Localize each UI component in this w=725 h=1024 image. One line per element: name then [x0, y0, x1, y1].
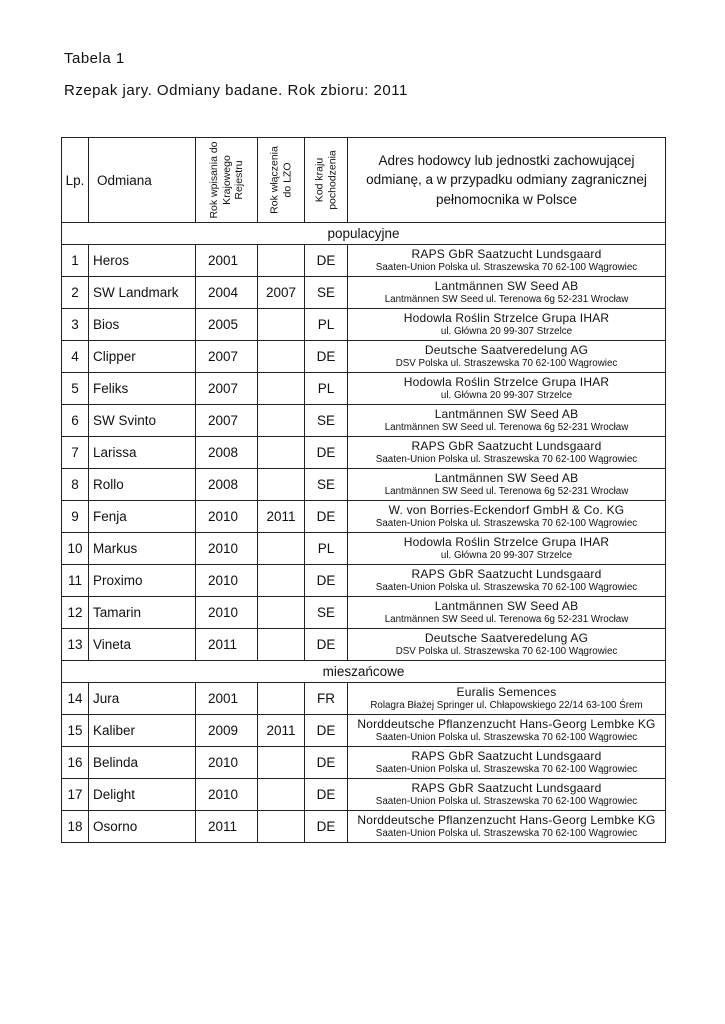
row-kod-kraju: DE: [305, 245, 348, 277]
header-rok-wlaczenia: Rok włączenia do LZO: [268, 146, 293, 214]
header-rok-wpisania-cell: [196, 138, 258, 223]
table-row: [62, 597, 666, 629]
table-row: [62, 747, 666, 779]
row-rok-wlaczenia: [258, 747, 305, 779]
row-rok-wpisania: 2007: [196, 405, 258, 437]
row-kod-kraju: DE: [305, 747, 348, 779]
row-rok-wlaczenia: [258, 629, 305, 661]
row-lp: 6: [62, 405, 89, 437]
breeder-address: ul. Główna 20 99-307 Strzelce: [440, 549, 573, 561]
row-lp: 10: [62, 533, 89, 565]
row-rok-wpisania: 2001: [196, 245, 258, 277]
table-row: [62, 683, 666, 715]
row-lp: 7: [62, 437, 89, 469]
table-row: [62, 533, 666, 565]
table-row: [62, 629, 666, 661]
row-rok-wpisania: 2010: [196, 747, 258, 779]
group-label: mieszańcowe: [62, 661, 666, 683]
table-row: [62, 245, 666, 277]
row-rok-wpisania: 2001: [196, 683, 258, 715]
row-variety-name: Larissa: [89, 437, 196, 469]
row-lp: 14: [62, 683, 89, 715]
row-rok-wlaczenia: [258, 405, 305, 437]
row-variety-name: Fenja: [89, 501, 196, 533]
row-rok-wlaczenia: [258, 373, 305, 405]
row-rok-wlaczenia: [258, 245, 305, 277]
breeder-name: Hodowla Roślin Strzelce Grupa IHAR: [403, 374, 610, 389]
row-lp: 18: [62, 811, 89, 843]
row-kod-kraju: DE: [305, 811, 348, 843]
table-row: [62, 565, 666, 597]
row-adres: [348, 533, 666, 565]
breeder-name: Lantmännen SW Seed AB: [434, 406, 579, 421]
row-rok-wlaczenia: [258, 779, 305, 811]
row-lp: 16: [62, 747, 89, 779]
row-adres: [348, 683, 666, 715]
table-row: [62, 277, 666, 309]
row-kod-kraju: DE: [305, 341, 348, 373]
row-adres: [348, 373, 666, 405]
row-variety-name: Jura: [89, 683, 196, 715]
row-lp: 15: [62, 715, 89, 747]
row-adres: [348, 779, 666, 811]
header-adres: Adres hodowcy lub jednostki zachowującej odmianę, a w przypadku odmiany zagranicznej pełnomocnika w Polsce: [348, 138, 666, 223]
row-lp: 17: [62, 779, 89, 811]
table-row: [62, 309, 666, 341]
row-variety-name: Osorno: [89, 811, 196, 843]
group-label: populacyjne: [62, 223, 666, 245]
breeder-address: Lantmännen SW Seed ul. Terenowa 6g 52-231 Wrocław: [384, 293, 629, 305]
row-adres: [348, 565, 666, 597]
table-row: [62, 811, 666, 843]
breeder-address: Saaten-Union Polska ul. Straszewska 70 62-100 Wągrowiec: [375, 763, 638, 775]
row-variety-name: Rollo: [89, 469, 196, 501]
breeder-name: RAPS GbR Saatzucht Lundsgaard: [411, 438, 602, 453]
breeder-name: Norddeutsche Pflanzenzucht Hans-Georg Lembke KG: [357, 716, 656, 731]
row-kod-kraju: PL: [305, 309, 348, 341]
row-rok-wlaczenia: [258, 309, 305, 341]
breeder-name: Deutsche Saatveredelung AG: [424, 342, 589, 357]
header-rok-wpisania: Rok wpisania do Krajowego Rejestru: [207, 141, 245, 219]
row-adres: [348, 245, 666, 277]
row-rok-wlaczenia: [258, 565, 305, 597]
row-lp: 3: [62, 309, 89, 341]
header-rok-wlaczenia-cell: [258, 138, 305, 223]
row-rok-wpisania: 2011: [196, 811, 258, 843]
row-rok-wpisania: 2007: [196, 341, 258, 373]
row-kod-kraju: DE: [305, 715, 348, 747]
table-row: [62, 469, 666, 501]
row-lp: 12: [62, 597, 89, 629]
row-variety-name: Bios: [89, 309, 196, 341]
breeder-address: Saaten-Union Polska ul. Straszewska 70 62-100 Wągrowiec: [375, 453, 638, 465]
breeder-name: RAPS GbR Saatzucht Lundsgaard: [411, 780, 602, 795]
row-rok-wpisania: 2010: [196, 565, 258, 597]
table-row: [62, 341, 666, 373]
row-adres: [348, 277, 666, 309]
table-title: Rzepak jary. Odmiany badane. Rok zbioru: 2011: [64, 82, 408, 99]
row-rok-wpisania: 2008: [196, 469, 258, 501]
breeder-address: ul. Główna 20 99-307 Strzelce: [440, 325, 573, 337]
row-rok-wlaczenia: [258, 469, 305, 501]
row-adres: [348, 715, 666, 747]
row-lp: 13: [62, 629, 89, 661]
row-lp: 4: [62, 341, 89, 373]
row-adres: [348, 811, 666, 843]
row-rok-wpisania: 2007: [196, 373, 258, 405]
row-kod-kraju: SE: [305, 469, 348, 501]
breeder-address: Lantmännen SW Seed ul. Terenowa 6g 52-231 Wrocław: [384, 485, 629, 497]
row-rok-wpisania: 2010: [196, 533, 258, 565]
row-adres: [348, 597, 666, 629]
row-kod-kraju: SE: [305, 597, 348, 629]
row-lp: 5: [62, 373, 89, 405]
breeder-name: RAPS GbR Saatzucht Lundsgaard: [411, 748, 602, 763]
row-lp: 9: [62, 501, 89, 533]
row-variety-name: Clipper: [89, 341, 196, 373]
table-row: [62, 501, 666, 533]
breeder-name: W. von Borries-Eckendorf GmbH & Co. KG: [388, 502, 625, 517]
breeder-name: RAPS GbR Saatzucht Lundsgaard: [411, 246, 602, 261]
breeder-name: Lantmännen SW Seed AB: [434, 598, 579, 613]
breeder-address: Lantmännen SW Seed ul. Terenowa 6g 52-231 Wrocław: [384, 421, 629, 433]
breeder-address: Lantmännen SW Seed ul. Terenowa 6g 52-231 Wrocław: [384, 613, 629, 625]
header-kod-kraju-cell: [305, 138, 348, 223]
row-rok-wlaczenia: 2011: [258, 715, 305, 747]
row-lp: 2: [62, 277, 89, 309]
row-rok-wpisania: 2010: [196, 597, 258, 629]
row-kod-kraju: SE: [305, 405, 348, 437]
row-variety-name: Proximo: [89, 565, 196, 597]
breeder-address: Saaten-Union Polska ul. Straszewska 70 62-100 Wągrowiec: [375, 517, 638, 529]
row-variety-name: Kaliber: [89, 715, 196, 747]
row-rok-wlaczenia: [258, 683, 305, 715]
row-rok-wpisania: 2011: [196, 629, 258, 661]
table-row: [62, 405, 666, 437]
row-kod-kraju: DE: [305, 437, 348, 469]
row-rok-wlaczenia: [258, 533, 305, 565]
row-rok-wpisania: 2004: [196, 277, 258, 309]
row-adres: [348, 469, 666, 501]
row-variety-name: Vineta: [89, 629, 196, 661]
header-kod-kraju: Kod kraju pochodzenia: [313, 150, 338, 210]
row-variety-name: SW Svinto: [89, 405, 196, 437]
group-row: [62, 223, 666, 245]
row-lp: 1: [62, 245, 89, 277]
breeder-name: Lantmännen SW Seed AB: [434, 470, 579, 485]
breeder-name: Hodowla Roślin Strzelce Grupa IHAR: [403, 310, 610, 325]
row-kod-kraju: DE: [305, 629, 348, 661]
row-variety-name: Feliks: [89, 373, 196, 405]
header-odmiana: Odmiana: [89, 138, 196, 223]
group-row: [62, 661, 666, 683]
row-rok-wlaczenia: [258, 341, 305, 373]
row-adres: [348, 747, 666, 779]
breeder-name: Deutsche Saatveredelung AG: [424, 630, 589, 645]
row-adres: [348, 629, 666, 661]
row-adres: [348, 405, 666, 437]
header-lp: Lp.: [62, 138, 89, 223]
breeder-name: Lantmännen SW Seed AB: [434, 278, 579, 293]
row-adres: [348, 437, 666, 469]
breeder-name: Norddeutsche Pflanzenzucht Hans-Georg Lembke KG: [357, 812, 656, 827]
table-row: [62, 373, 666, 405]
table-row: [62, 715, 666, 747]
header-row: [62, 138, 666, 223]
row-rok-wpisania: 2009: [196, 715, 258, 747]
row-adres: [348, 341, 666, 373]
row-kod-kraju: FR: [305, 683, 348, 715]
row-lp: 11: [62, 565, 89, 597]
row-rok-wlaczenia: [258, 597, 305, 629]
row-rok-wpisania: 2010: [196, 501, 258, 533]
row-variety-name: Delight: [89, 779, 196, 811]
breeder-name: Hodowla Roślin Strzelce Grupa IHAR: [403, 534, 610, 549]
row-kod-kraju: PL: [305, 373, 348, 405]
row-rok-wlaczenia: [258, 811, 305, 843]
row-rok-wlaczenia: 2011: [258, 501, 305, 533]
row-adres: [348, 501, 666, 533]
row-variety-name: Markus: [89, 533, 196, 565]
row-kod-kraju: DE: [305, 501, 348, 533]
breeder-address: DSV Polska ul. Straszewska 70 62-100 Wągrowiec: [395, 357, 618, 369]
table-row: [62, 437, 666, 469]
breeder-address: Saaten-Union Polska ul. Straszewska 70 62-100 Wągrowiec: [375, 731, 638, 743]
row-kod-kraju: DE: [305, 779, 348, 811]
table-number: Tabela 1: [64, 50, 125, 67]
breeder-address: Saaten-Union Polska ul. Straszewska 70 62-100 Wągrowiec: [375, 827, 638, 839]
row-rok-wpisania: 2008: [196, 437, 258, 469]
row-variety-name: Belinda: [89, 747, 196, 779]
row-kod-kraju: PL: [305, 533, 348, 565]
row-lp: 8: [62, 469, 89, 501]
breeder-address: DSV Polska ul. Straszewska 70 62-100 Wągrowiec: [395, 645, 618, 657]
row-variety-name: Heros: [89, 245, 196, 277]
breeder-address: Saaten-Union Polska ul. Straszewska 70 62-100 Wągrowiec: [375, 795, 638, 807]
breeder-address: ul. Główna 20 99-307 Strzelce: [440, 389, 573, 401]
breeder-name: RAPS GbR Saatzucht Lundsgaard: [411, 566, 602, 581]
row-rok-wlaczenia: [258, 437, 305, 469]
varieties-table: [61, 137, 666, 843]
row-variety-name: Tamarin: [89, 597, 196, 629]
row-variety-name: SW Landmark: [89, 277, 196, 309]
row-rok-wpisania: 2005: [196, 309, 258, 341]
breeder-address: Saaten-Union Polska ul. Straszewska 70 62-100 Wągrowiec: [375, 261, 638, 273]
table-row: [62, 779, 666, 811]
breeder-address: Saaten-Union Polska ul. Straszewska 70 62-100 Wągrowiec: [375, 581, 638, 593]
breeder-name: Euralis Semences: [456, 684, 557, 699]
row-rok-wpisania: 2010: [196, 779, 258, 811]
breeder-address: Rolagra Błażej Springer ul. Chłapowskiego 22/14 63-100 Śrem: [370, 699, 643, 711]
row-rok-wlaczenia: 2007: [258, 277, 305, 309]
row-kod-kraju: SE: [305, 277, 348, 309]
row-adres: [348, 309, 666, 341]
row-kod-kraju: DE: [305, 565, 348, 597]
